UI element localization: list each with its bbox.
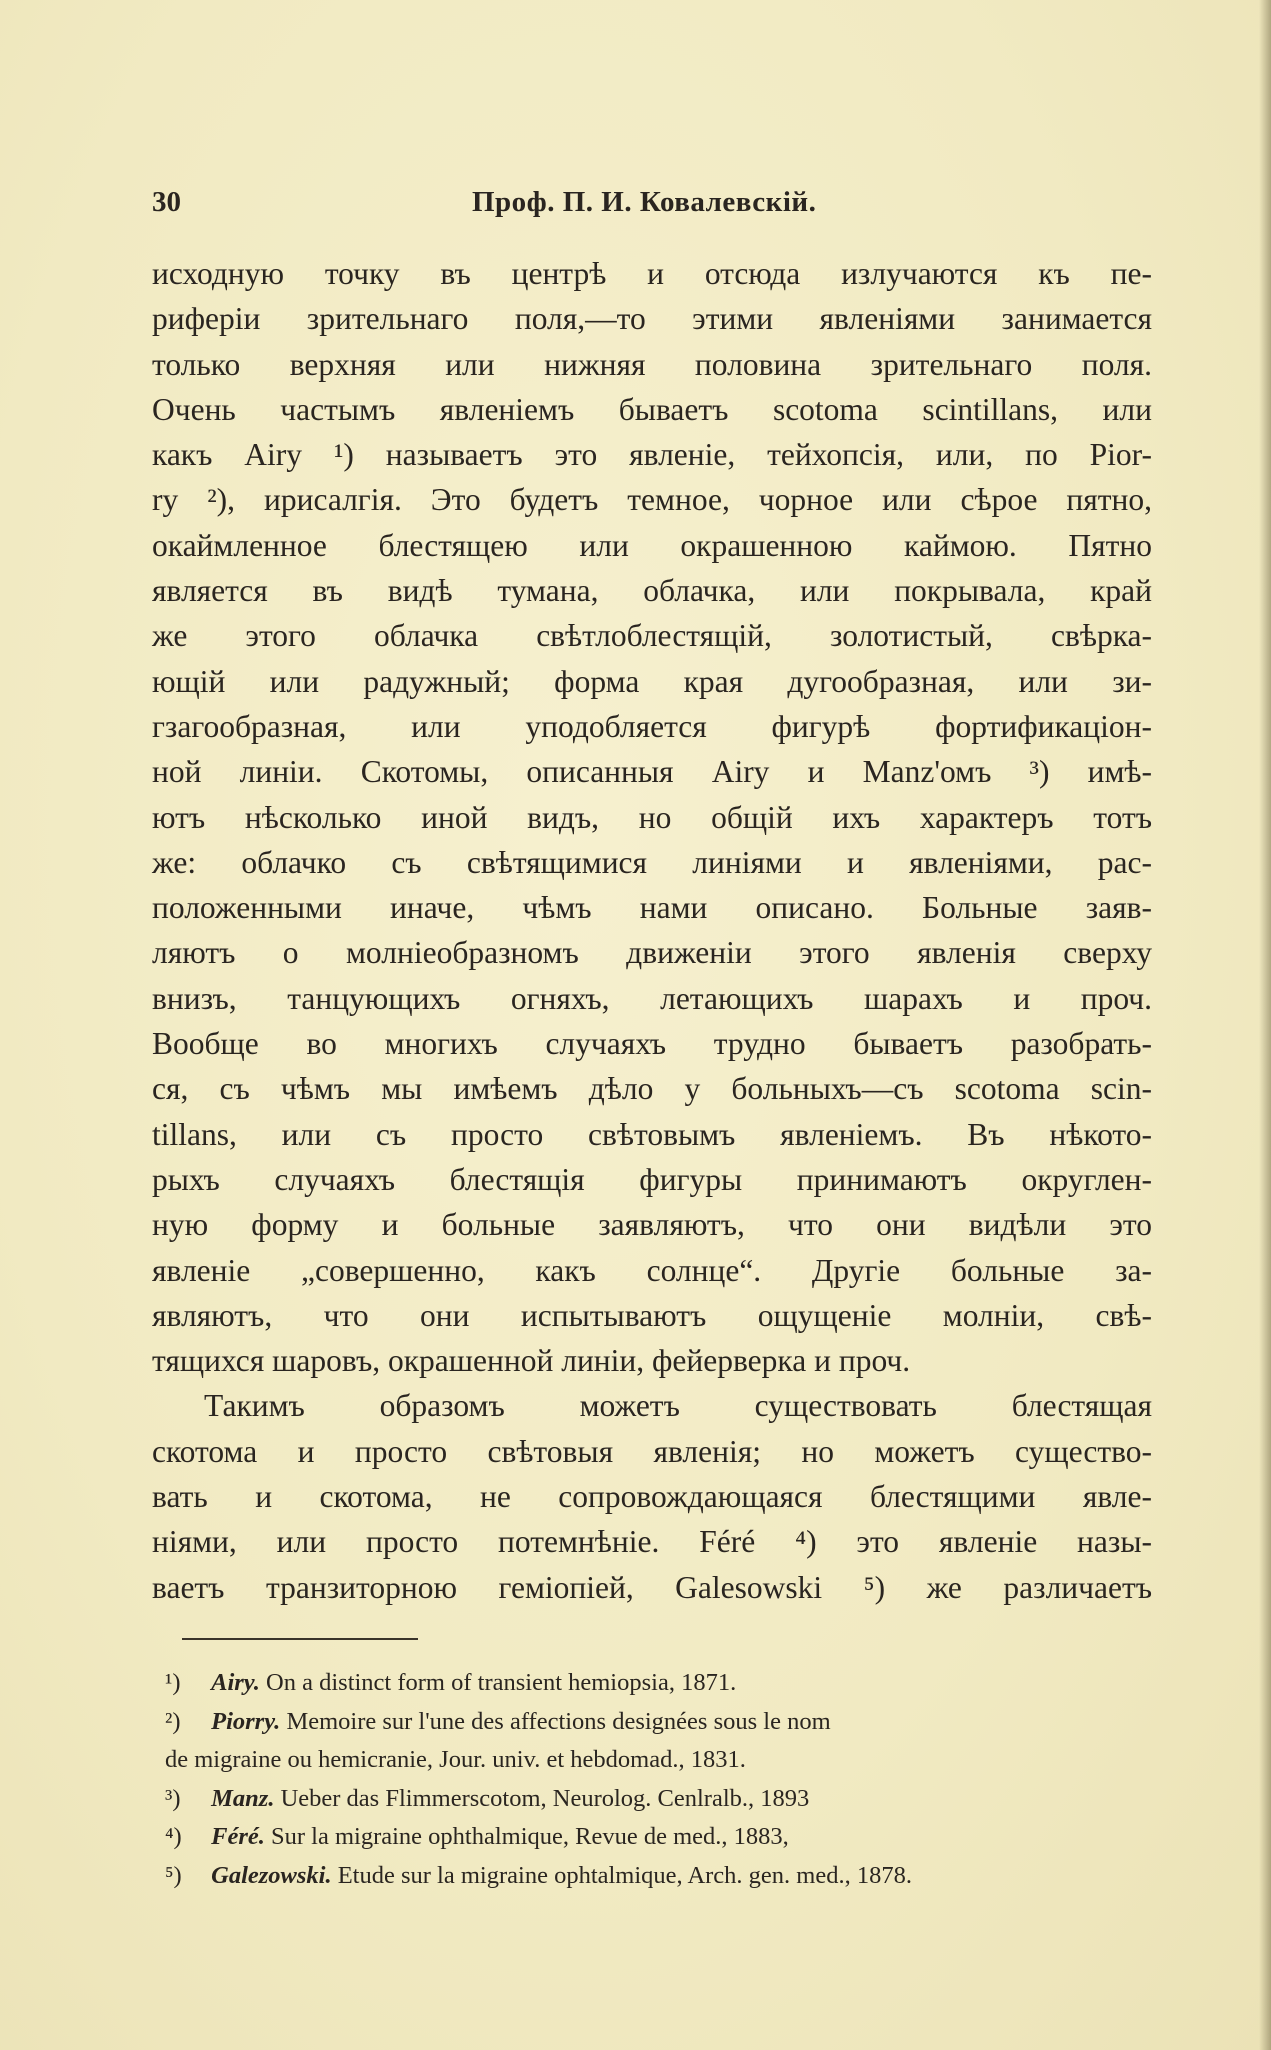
body-line: ляютъ о молніеобразномъ движеніи этого явленія сверху — [152, 935, 1152, 971]
footnote-text: de migraine ou hemicranie, Jour. univ. et hebdomad., 1831. — [165, 1746, 746, 1774]
page-edge-shadow — [1259, 0, 1271, 2050]
body-line: рыхъ случаяхъ блестящія фигуры принимаютъ округлен- — [152, 1161, 1152, 1197]
footnote-text: On a distinct form of transient hemiopsia, 1871. — [266, 1669, 737, 1696]
body-line: скотома и просто свѣтовыя явленія; но можетъ существо- — [152, 1433, 1152, 1469]
body-line: является въ видѣ тумана, облачка, или покрывала, край — [152, 573, 1152, 609]
footnote-marker: ⁵) — [165, 1861, 182, 1889]
body-line: тящихся шаровъ, окрашенной линіи, фейерверка и проч. — [152, 1343, 911, 1379]
body-line: внизъ, танцующихъ огняхъ, летающихъ шарахъ и проч. — [152, 980, 1152, 1016]
body-line: окаймленное блестящею или окрашенною каймою. Пятно — [152, 527, 1152, 563]
body-line: явленіе „совершенно, какъ солнце“. Другіе больные за- — [152, 1252, 1152, 1288]
footnote-continuation — [165, 1741, 1155, 1780]
body-line: Вообще во многихъ случаяхъ трудно бываетъ разобрать- — [152, 1026, 1152, 1062]
footnote — [165, 1703, 1155, 1742]
body-line: ной линіи. Скотомы, описанныя Airy и Manz'омъ ³) имѣ- — [152, 754, 1152, 790]
body-line-paragraph-start: Такимъ образомъ можетъ существовать блестящая — [204, 1388, 1152, 1424]
body-line: ную форму и больные заявляютъ, что они видѣли это — [152, 1207, 1152, 1243]
body-line: какъ Airy ¹) называетъ это явленіе, тейхопсія, или, по Pior- — [152, 437, 1152, 473]
footnote — [165, 1780, 1155, 1819]
body-line: являютъ, что они испытываютъ ощущеніе молніи, свѣ- — [152, 1297, 1152, 1333]
body-line: риферіи зрительнаго поля,—то этими явленіями занимается — [152, 301, 1152, 337]
footnote-author: Galezowski. — [211, 1861, 332, 1889]
body-line: же: облачко съ свѣтящимися линіями и явленіями, рас- — [152, 844, 1152, 880]
body-line: tillans, или съ просто свѣтовымъ явленіемъ. Въ нѣкото- — [152, 1116, 1152, 1152]
body-line: ваетъ транзиторною гемiопiей, Galesowski ⁵) же различаетъ — [152, 1569, 1152, 1605]
footnote — [165, 1664, 1155, 1703]
page-number: 30 — [152, 186, 181, 218]
footnote-text: Etude sur la migraine ophtalmique, Arch. gen. med., 1878. — [337, 1861, 912, 1889]
footnote-marker: ⁴) — [165, 1823, 182, 1851]
body-line: ніями, или просто потемнѣніе. Féré ⁴) это явленіе назы- — [152, 1524, 1152, 1560]
footnote-rule — [182, 1638, 418, 1640]
body-line: ся, съ чѣмъ мы имѣемъ дѣло у больныхъ—съ scotoma scin- — [152, 1071, 1152, 1107]
body-line: ютъ нѣсколько иной видъ, но общій ихъ характеръ тотъ — [152, 799, 1152, 835]
body-line: ющій или радужный; форма края дугообразная, или зи- — [152, 663, 1152, 699]
footnote-text: Ueber das Flimmerscotom, Neurolog. Cenlralb., 1893 — [280, 1784, 810, 1812]
body-line: только верхняя или нижняя половина зрительнаго поля. — [152, 346, 1152, 382]
body-line: гзагообразная, или уподобляется фигурѣ фортификаціон- — [152, 708, 1152, 744]
footnote — [165, 1857, 1155, 1896]
footnote-marker: ³) — [165, 1784, 181, 1812]
page-header — [152, 186, 1152, 226]
footnote-marker: ¹) — [165, 1669, 181, 1696]
footnote-author: Airy. — [211, 1669, 260, 1696]
body-line: вать и скотома, не сопровождающаяся блестящими явле- — [152, 1479, 1152, 1515]
body-line: Очень частымъ явленіемъ бываетъ scotoma scintillans, или — [152, 391, 1152, 427]
footnote-author: Féré. — [211, 1823, 265, 1851]
footnote — [165, 1818, 1155, 1857]
running-head: Проф. П. И. Ковалевскій. — [472, 186, 817, 218]
footnote-marker: ²) — [165, 1707, 181, 1735]
body-line: ry ²), ирисалгія. Это будетъ темное, чорное или сѣрое пятно, — [152, 482, 1152, 518]
body-line: исходную точку въ центрѣ и отсюда излучаются къ пе- — [152, 256, 1152, 291]
footnotes — [165, 1664, 1155, 1896]
footnote-text: Sur la migraine ophthalmique, Revue de med., 1883, — [271, 1823, 789, 1851]
body-text — [152, 251, 1152, 1610]
footnote-author: Piorry. — [211, 1707, 281, 1735]
body-line: же этого облачка свѣтлоблестящій, золотистый, свѣрка- — [152, 618, 1152, 654]
body-line: положенными иначе, чѣмъ нами описано. Больные заяв- — [152, 890, 1152, 926]
footnote-author: Manz. — [211, 1784, 275, 1812]
footnote-text: Memoire sur l'une des affections designées sous le nom — [286, 1707, 831, 1735]
